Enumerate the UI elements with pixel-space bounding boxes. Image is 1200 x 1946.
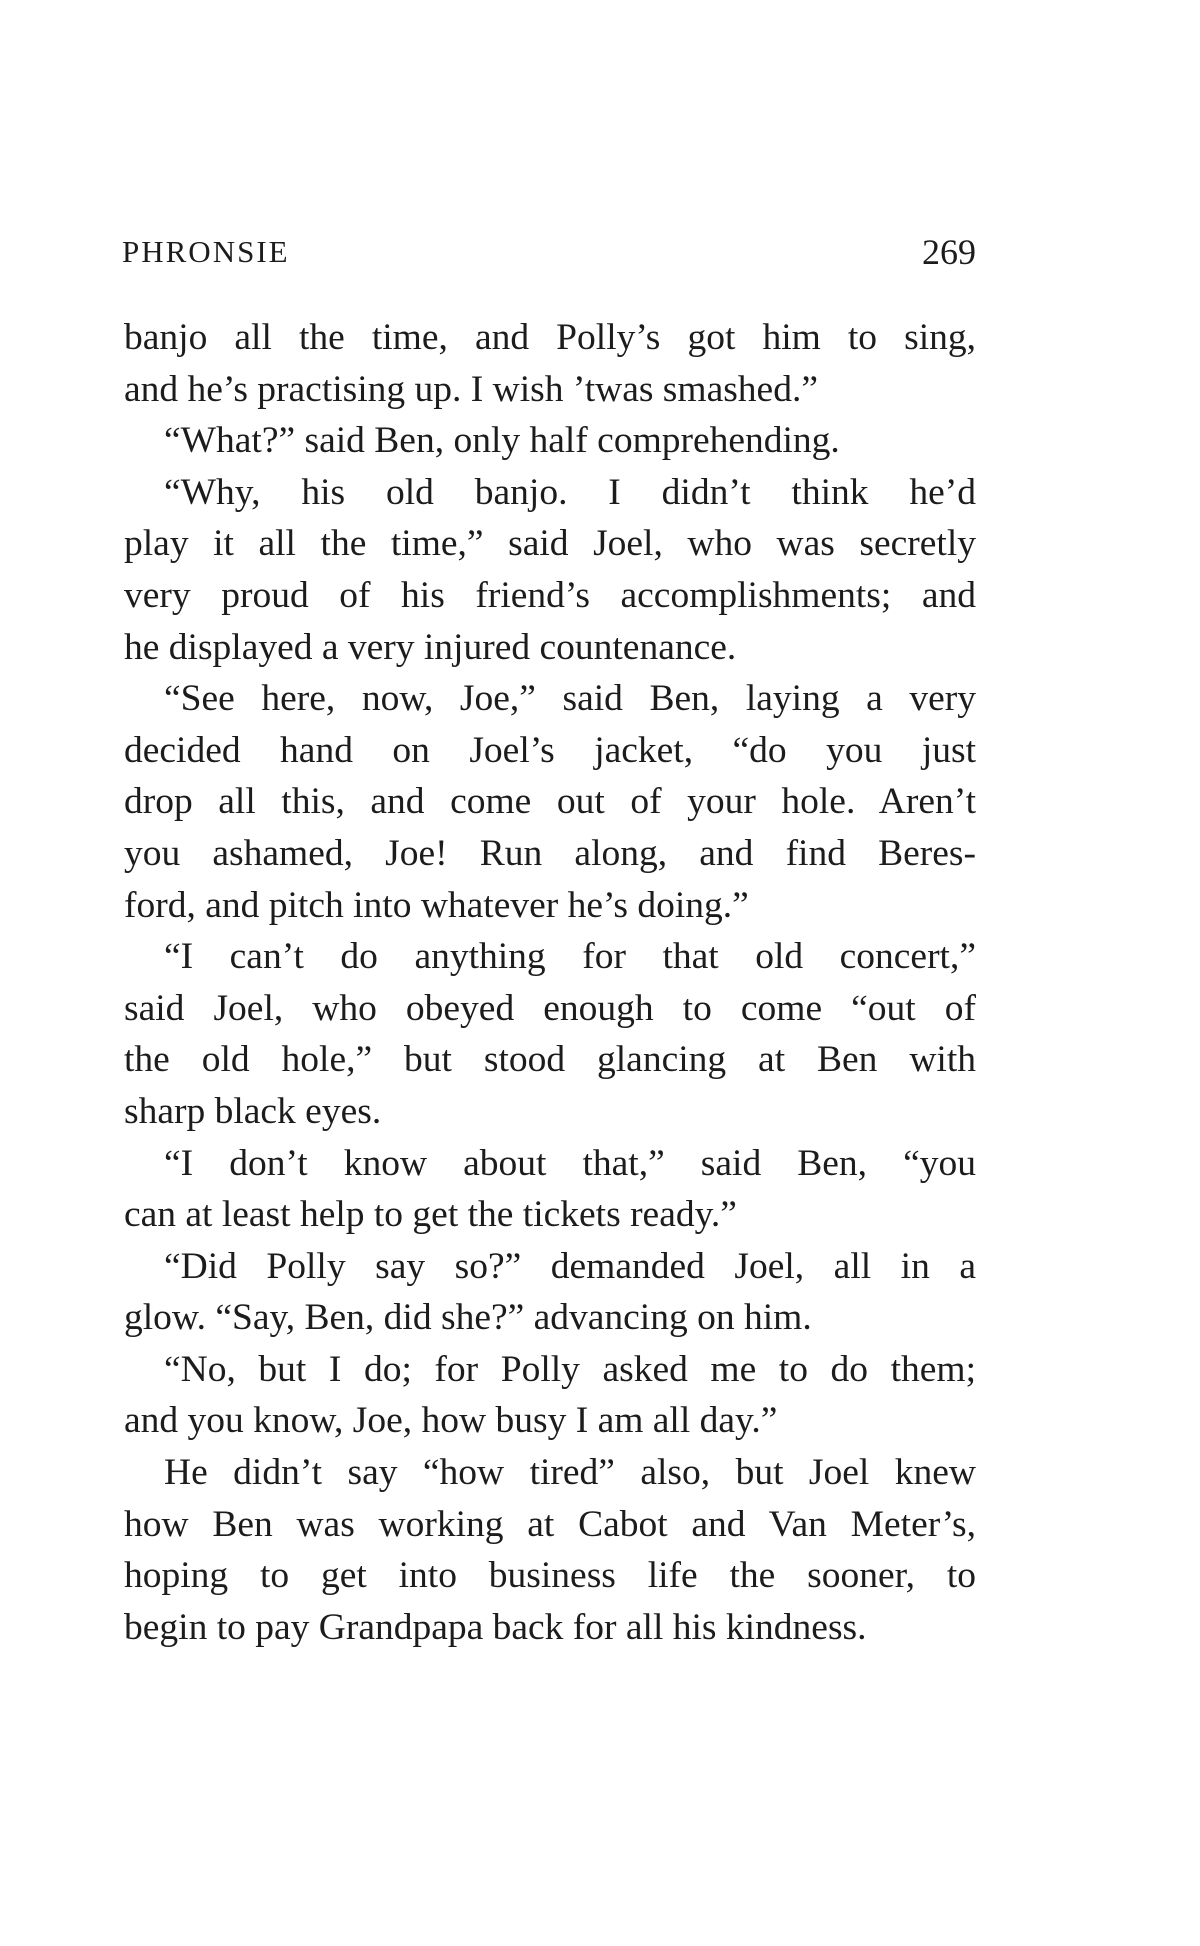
text-line: he displayed a very injured countenance. (124, 626, 737, 668)
text-line: banjo all the time, and Polly’s got him to sing, (124, 317, 976, 358)
text-line: “See here, now, Joe,” said Ben, laying a very (164, 678, 976, 720)
text-line: “Why, his old banjo. I didn’t think he’d (164, 471, 976, 513)
text-line: the old hole,” but stood glancing at Ben with (124, 1039, 976, 1081)
page-number: 269 (922, 232, 976, 272)
text-line: very proud of his friend’s accomplishments; and (124, 574, 976, 616)
text-line: “Did Polly say so?” demanded Joel, all in a (164, 1245, 976, 1287)
running-head (122, 228, 976, 276)
text-line: “I don’t know about that,” said Ben, “you (164, 1142, 976, 1184)
text-line: you ashamed, Joe! Run along, and find Beres- (124, 832, 976, 874)
text-line: glow. “Say, Ben, did she?” advancing on him. (124, 1297, 812, 1339)
running-head-title: PHRONSIE (122, 234, 290, 269)
text-line: decided hand on Joel’s jacket, “do you just (124, 729, 976, 771)
body-text (124, 312, 976, 1653)
text-line: “No, but I do; for Polly asked me to do them; (164, 1348, 976, 1390)
text-line: He didn’t say “how tired” also, but Joel knew (164, 1452, 976, 1494)
text-line: hoping to get into business life the sooner, to (124, 1555, 976, 1597)
text-line: and you know, Joe, how busy I am all day.” (124, 1400, 778, 1442)
text-line: can at least help to get the tickets ready.” (124, 1194, 737, 1236)
text-line: “What?” said Ben, only half comprehending. (164, 420, 840, 462)
text-line: begin to pay Grandpapa back for all his kindness. (124, 1606, 867, 1648)
text-line: play it all the time,” said Joel, who was secretly (124, 523, 976, 565)
text-line: “I can’t do anything for that old concert,” (164, 936, 976, 978)
text-line: said Joel, who obeyed enough to come “out of (124, 987, 976, 1029)
text-line: how Ben was working at Cabot and Van Meter’s, (124, 1503, 976, 1545)
text-line: ford, and pitch into whatever he’s doing.” (124, 884, 749, 926)
text-line: and he’s practising up. I wish ’twas smashed.” (124, 368, 818, 410)
text-line: drop all this, and come out of your hole. Aren’t (124, 781, 976, 823)
text-line: sharp black eyes. (124, 1090, 382, 1132)
